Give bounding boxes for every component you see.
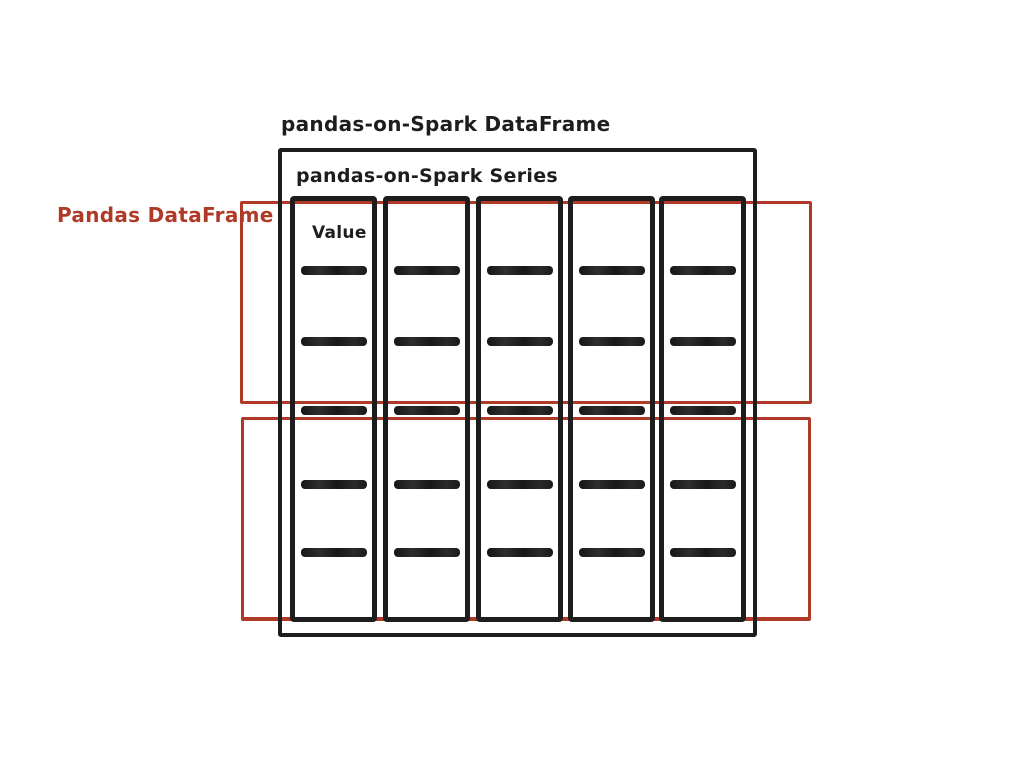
series-column — [659, 196, 746, 622]
row-dash — [487, 480, 553, 489]
row-dash — [579, 548, 645, 557]
row-dash — [301, 480, 367, 489]
series-column — [476, 196, 563, 622]
row-dash — [394, 266, 460, 275]
row-dash — [579, 406, 645, 415]
row-dash — [670, 266, 736, 275]
row-dash — [394, 480, 460, 489]
row-dash — [394, 337, 460, 346]
row-dash — [394, 548, 460, 557]
series-column — [568, 196, 655, 622]
row-dash — [301, 406, 367, 415]
row-dash — [579, 337, 645, 346]
row-dash — [579, 266, 645, 275]
spark-dataframe-title: pandas-on-Spark DataFrame — [281, 112, 611, 136]
spark-series-label: pandas-on-Spark Series — [296, 165, 559, 187]
row-dash — [487, 266, 553, 275]
row-dash — [487, 337, 553, 346]
row-dash — [487, 548, 553, 557]
row-dash — [301, 266, 367, 275]
row-dash — [579, 480, 645, 489]
row-dash — [670, 406, 736, 415]
row-dash — [301, 548, 367, 557]
series-column — [290, 196, 377, 622]
row-dash — [301, 337, 367, 346]
series-column — [383, 196, 470, 622]
row-dash — [670, 337, 736, 346]
pandas-dataframe-label: Pandas DataFrame — [57, 203, 274, 227]
row-dash — [670, 480, 736, 489]
row-dash — [670, 548, 736, 557]
value-column-header: Value — [312, 223, 367, 243]
row-dash — [394, 406, 460, 415]
row-dash — [487, 406, 553, 415]
